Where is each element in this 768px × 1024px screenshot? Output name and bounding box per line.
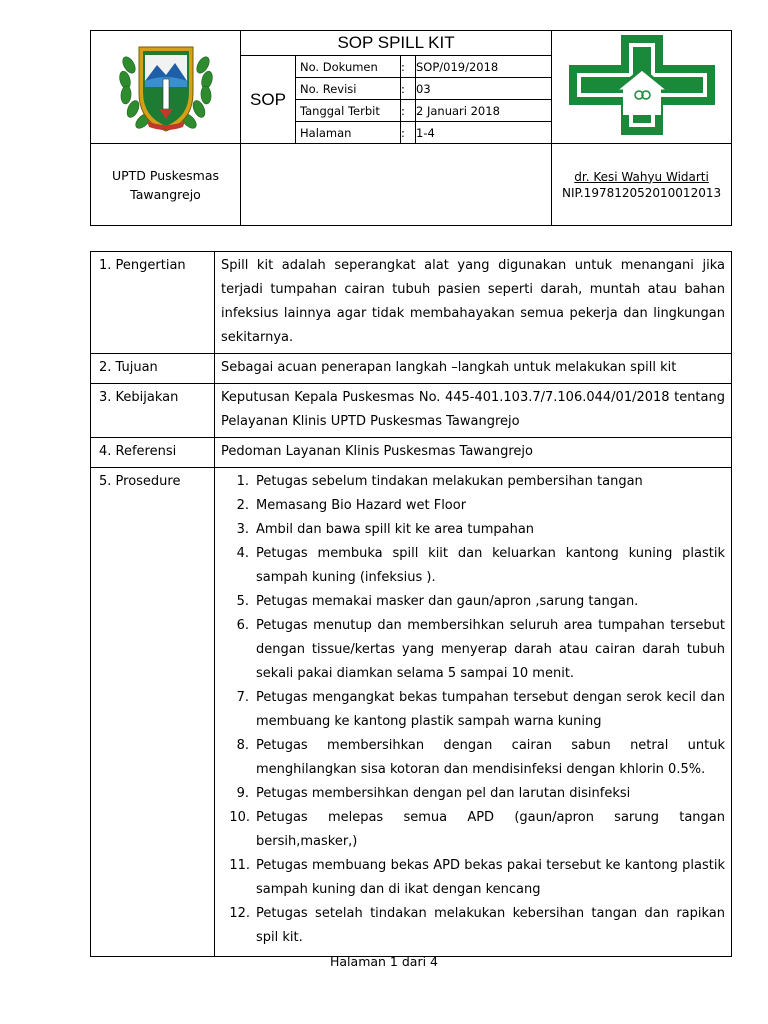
meta-sep: : [401,56,416,78]
step-text: Petugas memakai masker dan gaun/apron ,sarung tangan. [256,594,639,609]
header-table [90,30,732,226]
section-row-prosedure [91,468,732,957]
step-text: Petugas membersihkan dengan cairan sabun netral untuk menghilangkan sisa kotoran dan mendisinfeksi dengan khlorin 0.5%. [256,738,725,777]
organization-line-2: Tawangrejo [130,186,201,202]
step-number: 7. [236,690,249,705]
section-text: Keputusan Kepala Puskesmas No. 445-401.103.7/7.106.044/01/2018 tentang Pelayanan Klinis UPTD Puskesmas Tawangrejo [215,384,732,438]
meta-key-page: Halaman [296,122,401,144]
section-text: Sebagai acuan penerapan langkah –langkah untuk melakukan spill kit [215,354,732,384]
sop-label: SOP [241,56,296,144]
signer-nip: NIP.197812052010012013 [561,185,722,200]
step-number: 5. [236,594,249,609]
step-number: 12. [229,906,250,921]
procedure-step [221,470,725,494]
section-text: Spill kit adalah seperangkat alat yang digunakan untuk menangani jika terjadi tumpahan cairan tubuh pasien seperti darah, muntah atau bahan infeksius lainnya agar tidak membahayakan semua pekerja dan lingkungan sekitarnya. [215,252,732,354]
procedure-step [221,518,725,542]
section-label: 4. Referensi [91,438,215,468]
meta-value-issue-date: 2 Januari 2018 [416,100,552,122]
meta-sep: : [401,78,416,100]
signature-cell [552,144,732,226]
procedure-list [221,470,725,950]
step-text: Petugas menutup dan membersihkan seluruh area tumpahan tersebut dengan tissue/kertas yang menyerap darah atau cairan darah tubuh sekali pakai diamkan selama 5 sampai 10 menit. [256,618,725,681]
step-text: Petugas membersihkan dengan pel dan larutan disinfeksi [256,786,631,801]
step-text: Petugas setelah tindakan melakukan kebersihan tangan dan rapikan spil kit. [256,906,725,945]
procedure-step [221,806,725,854]
meta-sep: : [401,122,416,144]
organization-line-1: UPTD Puskesmas [111,167,220,183]
procedure-step [221,734,725,782]
procedure-step [221,590,725,614]
step-number: 2. [236,498,249,513]
meta-value-page: 1-4 [416,122,552,144]
blank-cell [241,144,552,226]
step-number: 11. [229,858,250,873]
meta-sep: : [401,100,416,122]
puskesmas-logo-cell [552,31,732,144]
meta-key-doc-number: No. Dokumen [296,56,401,78]
procedure-step [221,782,725,806]
step-number: 9. [236,786,249,801]
step-text: Petugas membuang bekas APD bekas pakai tersebut ke kantong plastik sampah kuning dan di ikat dengan kencang [256,858,725,897]
meta-key-issue-date: Tanggal Terbit [296,100,401,122]
step-number: 6. [236,618,249,633]
sop-content-table [90,251,732,957]
step-text: Memasang Bio Hazard wet Floor [256,498,467,513]
step-number: 10. [229,810,250,825]
puskesmas-cross-icon [567,33,717,137]
regency-emblem-icon [111,35,221,135]
procedure-cell [215,468,732,957]
step-text: Ambil dan bawa spill kit ke area tumpahan [256,522,535,537]
step-number: 4. [236,546,249,561]
section-row-referensi [91,438,732,468]
signer-name: dr. Kesi Wahyu Widarti [574,169,709,184]
step-text: Petugas mengangkat bekas tumpahan tersebut dengan serok kecil dan membuang ke kantong plastik sampah warna kuning [256,690,725,729]
section-label: 5. Prosedure [91,468,215,957]
organization-cell [91,144,241,226]
procedure-step [221,614,725,686]
step-text: Petugas membuka spill kiit dan keluarkan kantong kuning plastik sampah kuning (infeksius ). [256,546,725,585]
section-label: 2. Tujuan [91,354,215,384]
procedure-step [221,542,725,590]
meta-value-doc-number: SOP/019/2018 [416,56,552,78]
page-footer: Halaman 1 dari 4 [330,954,438,969]
sop-title: SOP SPILL KIT [241,31,552,56]
section-label: 1. Pengertian [91,252,215,354]
section-label: 3. Kebijakan [91,384,215,438]
regency-emblem-cell [91,31,241,144]
meta-key-revision: No. Revisi [296,78,401,100]
step-text: Petugas melepas semua APD (gaun/apron sarung tangan bersih,masker,) [256,810,725,849]
step-number: 3. [236,522,249,537]
procedure-step [221,902,725,950]
step-text: Petugas sebelum tindakan melakukan pembersihan tangan [256,474,643,489]
step-number: 1. [236,474,249,489]
section-row-pengertian [91,252,732,354]
procedure-step [221,854,725,902]
section-row-tujuan [91,354,732,384]
step-number: 8. [236,738,249,753]
section-text: Pedoman Layanan Klinis Puskesmas Tawangrejo [215,438,732,468]
procedure-step [221,686,725,734]
section-row-kebijakan [91,384,732,438]
meta-value-revision: 03 [416,78,552,100]
procedure-step [221,494,725,518]
